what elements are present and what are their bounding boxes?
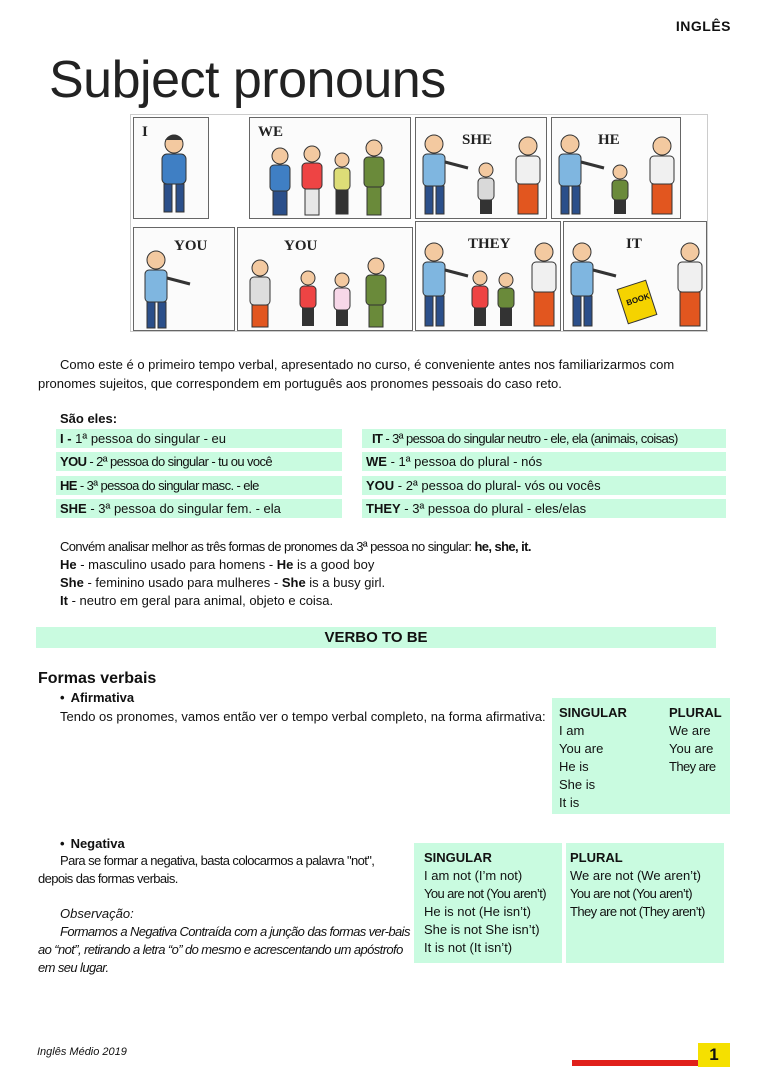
- table-cell: I am: [559, 723, 585, 738]
- observacao-text: Formamos a Negativa Contraída com a junção das formas ver-bais ao “not”, retirando a letra “o” do mesmo e acrescentando um apóstrofo em seu lugar.: [38, 924, 410, 975]
- table-cell: We are not (We aren’t): [570, 868, 702, 883]
- afirmativa-label: Afirmativa: [70, 690, 135, 705]
- negativa-table-plural: [566, 843, 724, 963]
- intro-paragraph: Como este é o primeiro tempo verbal, apresentado no curso, é conveniente antes nos familiarizarmos com pronomes sujeitos, que correspondem em português aos pronomes pessoais do caso reto.: [38, 357, 675, 391]
- table-cell: You are not (You aren’t): [570, 886, 692, 901]
- panel-label-we: WE: [258, 124, 284, 140]
- panel-you-plural: [237, 227, 413, 331]
- formas-verbais-heading: Formas verbais: [38, 670, 157, 687]
- pronoun-desc: 1ª pessoa do singular - eu: [75, 431, 226, 446]
- observacao-title: Observação:: [60, 906, 134, 921]
- footer-course-label: Inglês Médio 2019: [37, 1046, 127, 1058]
- section-title-verbo-to-be: VERBO TO BE: [36, 627, 716, 648]
- panel-they: [415, 221, 561, 331]
- panel-you-singular: [133, 227, 235, 331]
- pronoun-cell-she: [56, 499, 342, 518]
- group-figure-icon: [238, 228, 413, 331]
- panel-she: [415, 117, 547, 219]
- table-cell: You are: [559, 741, 604, 756]
- panel-it: [563, 221, 707, 331]
- afirmativa-heading: [60, 690, 134, 705]
- panel-label-i: I: [142, 124, 148, 140]
- table-cell: I am not (I’m not): [424, 868, 523, 883]
- negativa-heading: [60, 836, 125, 851]
- pronoun-desc: - 3ª pessoa do singular fem. - ela: [86, 501, 281, 516]
- panel-label-you-1: YOU: [174, 238, 208, 254]
- footer-accent-bar: [572, 1060, 698, 1066]
- panel-he: [551, 117, 681, 219]
- panel-label-he: HE: [598, 132, 620, 148]
- pronoun-term: SHE: [60, 501, 87, 516]
- it-line: It - neutro em geral para animal, objeto e coisa.: [60, 593, 334, 608]
- table-cell: You are: [669, 741, 714, 756]
- pronoun-desc: - 1ª pessoa do plural - nós: [386, 454, 543, 469]
- panel-label-she: SHE: [462, 132, 493, 148]
- singular-header: SINGULAR: [559, 705, 627, 720]
- pronoun-cell-he: [56, 476, 342, 495]
- table-cell: She is: [559, 777, 596, 792]
- negativa-singular-column: [424, 849, 546, 957]
- panel-i: [133, 117, 209, 219]
- pronoun-desc: - 2ª pessoa do singular - tu ou você: [86, 454, 273, 469]
- book-icon-label: BOOK: [625, 291, 651, 308]
- afirmativa-text: Tendo os pronomes, vamos então ver o tempo verbal completo, na forma afirmativa:: [60, 709, 546, 724]
- header-subject-label: INGLÊS: [675, 18, 731, 34]
- pronoun-term: YOU: [366, 478, 395, 493]
- afirmativa-plural-column: [669, 704, 722, 776]
- panel-label-they: THEY: [468, 236, 511, 252]
- pronoun-desc: - 3ª pessoa do plural - eles/elas: [400, 501, 587, 516]
- pronoun-cell-you-plural: [362, 476, 726, 495]
- third-person-explanation: [60, 538, 531, 610]
- table-cell: You are not (You aren’t): [424, 886, 546, 901]
- table-cell: She is not She isn’t): [424, 922, 540, 937]
- pronoun-term: THEY: [366, 501, 401, 516]
- plural-header: PLURAL: [570, 850, 623, 865]
- pronoun-desc: - 3ª pessoa do singular neutro - ele, ela (animais, coisas): [382, 431, 678, 446]
- negativa-plural-column: [570, 849, 705, 921]
- table-cell: It is not (It isn’t): [424, 940, 513, 955]
- table-cell: He is: [559, 759, 589, 774]
- pronoun-term: IT: [372, 431, 383, 446]
- pronoun-cell-it: [362, 429, 726, 448]
- convem-line: Convém analisar melhor as três formas de pronomes da 3ª pessoa no singular: he, she, it.: [60, 539, 531, 554]
- table-cell: He is not (He isn’t): [424, 904, 531, 919]
- bullet-icon: •: [60, 690, 65, 705]
- table-cell: We are: [669, 723, 711, 738]
- afirmativa-singular-column: [559, 704, 627, 812]
- pronoun-desc: - 3ª pessoa do singular masc. - ele: [76, 478, 259, 493]
- negativa-text: Para se formar a negativa, basta colocarmos a palavra "not", depois das formas verbais.: [38, 853, 375, 886]
- table-cell: They are: [669, 759, 716, 774]
- plural-header: PLURAL: [669, 705, 722, 720]
- afirmativa-table: [552, 698, 730, 814]
- pronoun-desc: - 2ª pessoa do plural- vós ou vocês: [394, 478, 601, 493]
- page-title: Subject pronouns: [49, 51, 446, 109]
- pronoun-term: YOU: [60, 454, 87, 469]
- pronoun-cell-we: [362, 452, 726, 471]
- panel-we: [249, 117, 411, 219]
- pronoun-term: HE: [60, 478, 77, 493]
- negativa-table-singular: [414, 843, 562, 963]
- sao-eles-label: São eles:: [60, 411, 118, 426]
- negativa-label: Negativa: [70, 836, 125, 851]
- pronoun-cell-you: [56, 452, 342, 471]
- she-line: She - feminino usado para mulheres - She is a busy girl.: [60, 575, 386, 590]
- pronoun-term: WE: [366, 454, 387, 469]
- he-line: He - masculino usado para homens - He is a good boy: [60, 557, 375, 572]
- table-cell: It is: [559, 795, 580, 810]
- panel-label-it: IT: [626, 236, 642, 252]
- pronoun-cell-i: [56, 429, 342, 448]
- page-number: 1: [698, 1043, 730, 1067]
- singular-header: SINGULAR: [424, 850, 492, 865]
- pronoun-cell-they: [362, 499, 726, 518]
- pronoun-illustration: [130, 114, 708, 332]
- pronoun-term: I -: [60, 431, 76, 446]
- panel-label-you-2: YOU: [284, 238, 318, 254]
- observacao-block: [38, 905, 410, 977]
- table-cell: They are not (They aren’t): [570, 904, 705, 919]
- bullet-icon: •: [60, 836, 65, 851]
